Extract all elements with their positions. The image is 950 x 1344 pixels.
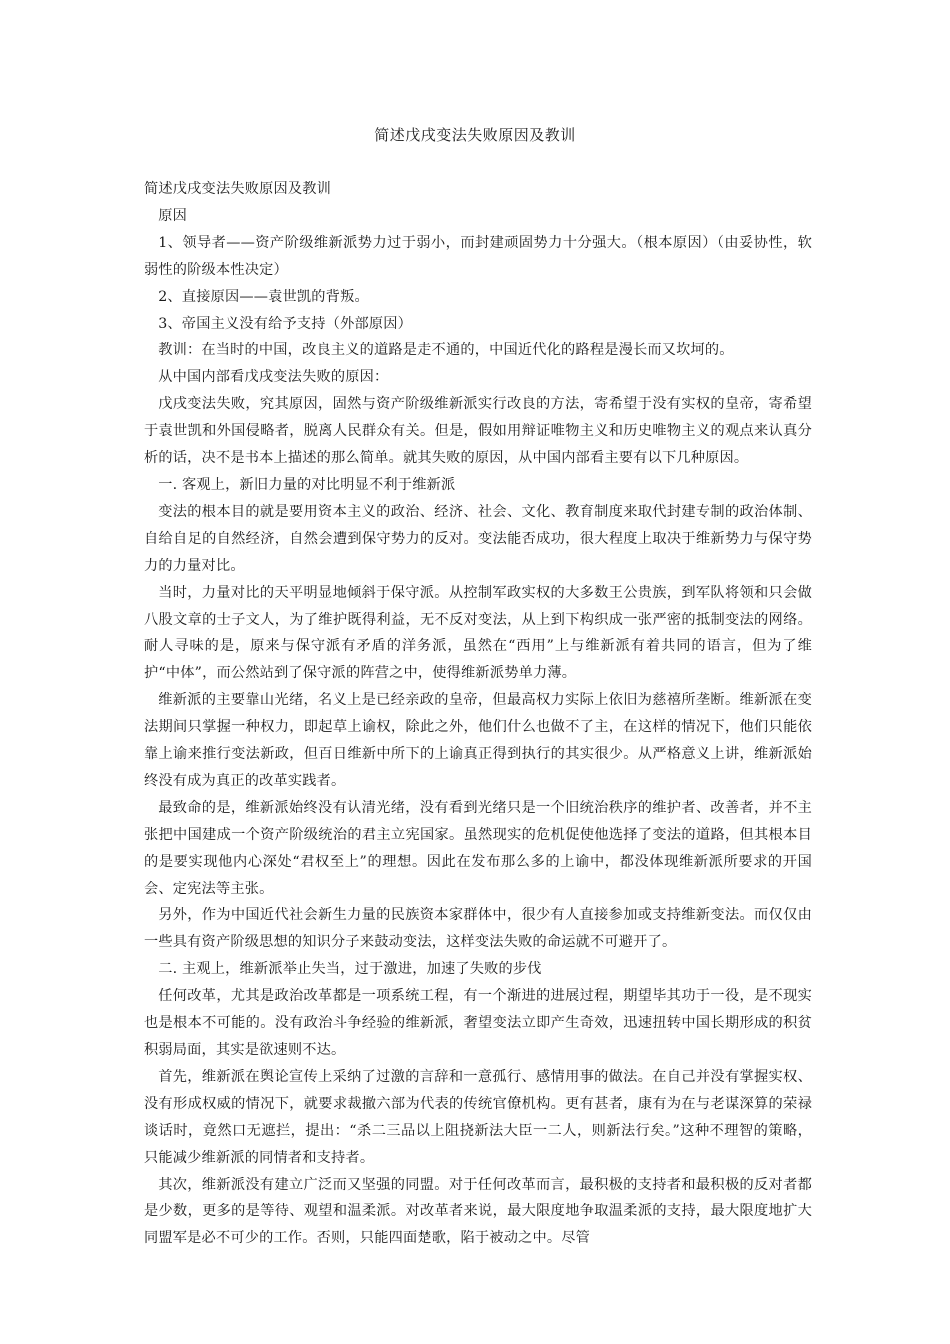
document-paragraph: 戊戌变法失败，究其原因，固然与资产阶级维新派实行改良的方法，寄希望于没有实权的皇帝，寄希望于袁世凯和外国侵略者，脱离人民群众有关。但是，假如用辩证唯物主义和历史唯物主义的观点来认真分析的话，决不是书本上描述的那么简单。就其失败的原因，从中国内部看主要有以下几种原因。 [144, 396, 812, 467]
document-paragraph: 维新派的主要靠山光绪，名义上是已经亲政的皇帝，但最高权力实际上依旧为慈禧所垄断。维新派在变法期间只掌握一种权力，即起草上谕权，除此之外，他们什么也做不了主，在这样的情况下，他们只能依靠上谕来推行变法新政，但百日维新中所下的上谕真正得到执行的其实很少。从严格意义上讲，维新派始终没有成为真正的改革实践者。 [144, 692, 812, 789]
document-paragraph: 最致命的是，维新派始终没有认清光绪，没有看到光绪只是一个旧统治秩序的维护者、改善者，并不主张把中国建成一个资产阶级统治的君主立宪国家。虽然现实的危机促使他选择了变法的道路，但其根本目的是要实现他内心深处“君权至上”的理想。因此在发布那么多的上谕中，都没体现维新派所要求的开国会、定宪法等主张。 [144, 799, 812, 897]
document-paragraph: 1、领导者——资产阶级维新派势力过于弱小，而封建顽固势力十分强大。（根本原因）（由妥协性，软弱性的阶级本性决定） [144, 234, 812, 278]
document-paragraph: 任何改革，尤其是政治改革都是一项系统工程，有一个渐进的进展过程，期望毕其功于一役，是不现实也是根本不可能的。没有政治斗争经验的维新派，奢望变法立即产生奇效，迅速扭转中国长期形成的积贫积弱局面，其实是欲速则不达。 [144, 988, 812, 1058]
document-paragraph: 首先，维新派在舆论宣传上采纳了过激的言辞和一意孤行、感情用事的做法。在自己并没有掌握实权、没有形成权威的情况下，就要求裁撤六部为代表的传统官僚机构。更有甚者，康有为在与老谋深算的荣禄谈话时，竟然口无遮拦，提出：“杀二三品以上阻挠新法大臣一二人，则新法行矣。”这种不理智的策略，只能减少维新派的同情者和支持者。 [144, 1068, 812, 1166]
document-paragraph: 2、直接原因——袁世凯的背叛。 [158, 288, 369, 305]
document-paragraph: 简述戊戌变法失败原因及教训 [144, 181, 332, 197]
document-body [144, 176, 812, 1252]
document-paragraph: 其次，维新派没有建立广泛而又坚强的同盟。对于任何改革而言，最积极的支持者和最积极的反对者都是少数，更多的是等待、观望和温柔派。对改革者来说，最大限度地争取温柔派的支持，最大限度地扩大同盟军是必不可少的工作。否则，只能四面楚歌，陷于被动之中。尽管 [144, 1176, 812, 1247]
document-paragraph: 二. 主观上，维新派举止失当，过于激进，加速了失败的步伐 [158, 961, 542, 978]
document-paragraph: 原因 [158, 207, 187, 224]
document-paragraph: 当时，力量对比的天平明显地倾斜于保守派。从控制军政实权的大多数王公贵族，到军队将领和只会做八股文章的士子文人，为了维护既得利益，无不反对变法，从上到下构织成一张严密的抵制变法的网络。耐人寻味的是，原来与保守派有矛盾的洋务派，虽然在“西用”上与维新派有着共同的语言，但为了维护“中体”，而公然站到了保守派的阵营之中，使得维新派势单力薄。 [144, 584, 812, 682]
document-paragraph: 另外，作为中国近代社会新生力量的民族资本家群体中，很少有人直接参加或支持维新变法。而仅仅由一些具有资产阶级思想的知识分子来鼓动变法，这样变法失败的命运就不可避开了。 [144, 907, 812, 951]
document-paragraph: 教训：在当时的中国，改良主义的道路是走不通的，中国近代化的路程是漫长而又坎坷的。 [158, 342, 734, 359]
document-title: 简述戊戌变法失败原因及教训 [374, 126, 576, 144]
document-paragraph: 从中国内部看戊戌变法失败的原因： [158, 369, 389, 386]
document-paragraph: 变法的根本目的就是要用资本主义的政治、经济、社会、文化、教育制度来取代封建专制的政治体制、自给自足的自然经济，自然会遭到保守势力的反对。变法能否成功，很大程度上取决于维新势力与保守势力的力量对比。 [144, 503, 812, 574]
document-paragraph: 3、帝国主义没有给予支持（外部原因） [158, 315, 413, 332]
document-paragraph: 一. 客观上，新旧力量的对比明显不利于维新派 [158, 476, 456, 493]
